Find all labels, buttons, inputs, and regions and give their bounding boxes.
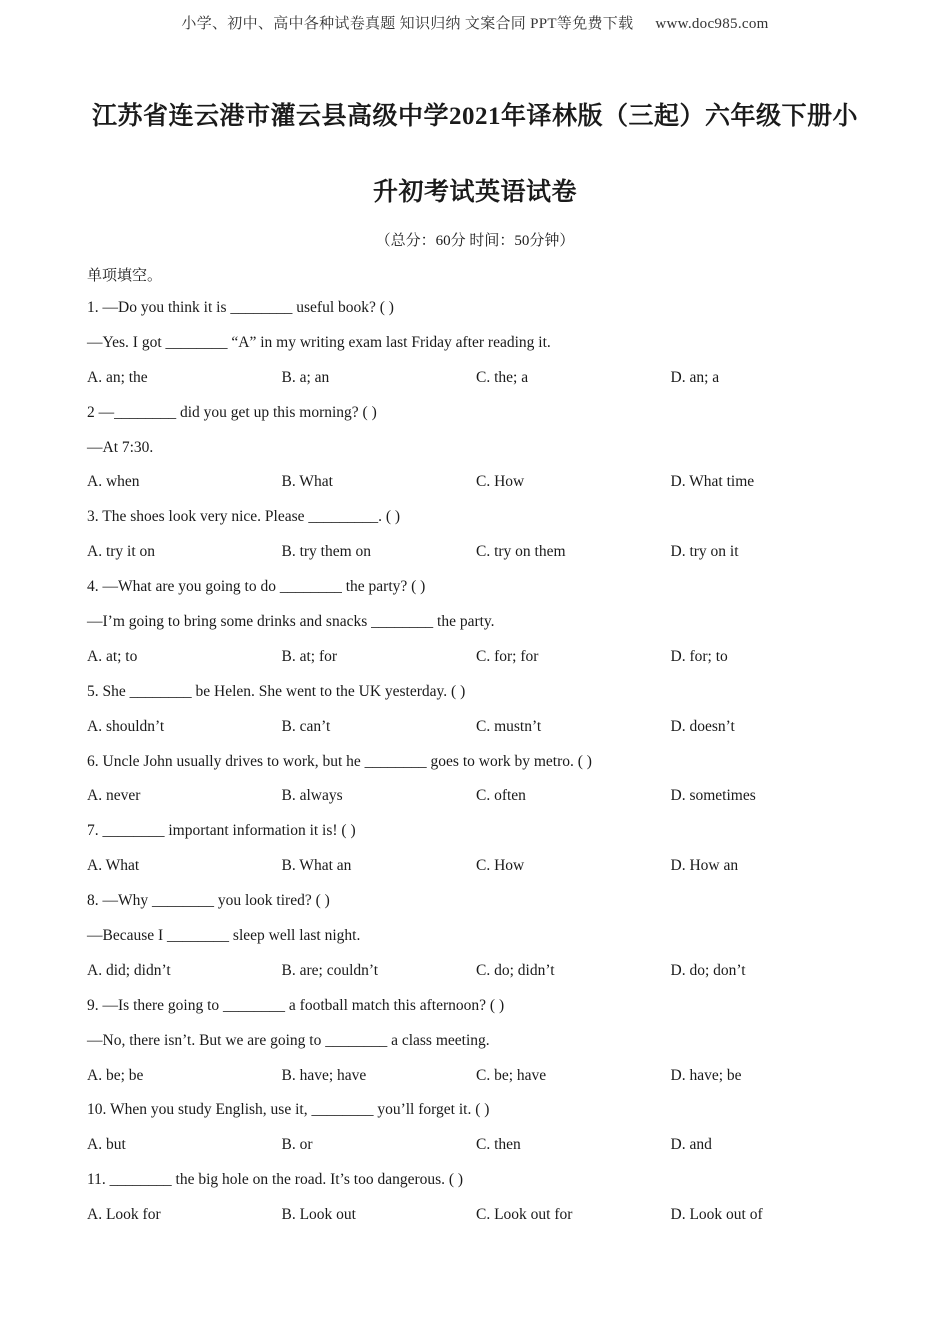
question-item (87, 1163, 887, 1233)
answer-option-b: B. have; have (281, 1066, 367, 1084)
answer-option-d: D. doesn’t (670, 717, 735, 735)
answer-option-a: A. when (87, 473, 140, 491)
question-stem: 6. Uncle John usually drives to work, but he ________ goes to work by metro. ( ) (87, 752, 592, 770)
answer-option-a: A. try it on (87, 543, 156, 561)
question-stem: 1. —Do you think it is ________ useful book? ( ) (87, 299, 394, 316)
question-dialogue-line: —At 7:30. (87, 438, 154, 456)
answer-option-a: A. never (87, 787, 141, 805)
options-row (87, 954, 887, 989)
options-row (87, 1059, 887, 1094)
page-title-line-1: 江苏省连云港市灌云县高级中学2021年译林版（三起）六年级下册小 (91, 103, 858, 130)
options-row (87, 779, 887, 814)
answer-option-b: B. What (281, 473, 333, 491)
question-item (87, 745, 887, 815)
answer-option-d: D. for; to (670, 647, 728, 665)
question-item (87, 570, 887, 675)
answer-option-b: B. try them on (281, 543, 372, 561)
question-stem: 11. ________ the big hole on the road. It’s too dangerous. ( ) (87, 1171, 464, 1189)
answer-option-c: C. often (476, 787, 526, 805)
answer-option-d: D. do; don’t (670, 961, 746, 979)
question-stem: 10. When you study English, use it, ________ you’ll forget it. ( ) (87, 1101, 490, 1119)
page-title-line-2: 升初考试英语试卷 (372, 179, 577, 206)
question-item (87, 989, 887, 1094)
options-row (87, 535, 887, 570)
answer-option-a: A. an; the (87, 368, 148, 386)
answer-option-b: B. or (281, 1136, 313, 1154)
section-heading: 单项填空。 (87, 268, 163, 284)
options-row (87, 1198, 887, 1233)
options-row (87, 361, 887, 396)
question-item (87, 396, 887, 501)
answer-option-b: B. Look out (281, 1206, 356, 1224)
answer-option-b: B. What an (281, 857, 352, 875)
question-item (87, 884, 887, 989)
header-site-link[interactable]: www.doc985.com (655, 16, 769, 32)
answer-option-d: D. try on it (670, 543, 739, 561)
answer-option-b: B. a; an (281, 368, 330, 386)
answer-option-d: D. How an (670, 857, 739, 875)
answer-option-c: C. do; didn’t (476, 961, 555, 979)
question-item (87, 291, 887, 396)
question-item (87, 1093, 887, 1163)
answer-option-c: C. for; for (476, 647, 539, 665)
question-stem: 5. She ________ be Helen. She went to the UK yesterday. ( ) (87, 682, 466, 700)
question-stem: 4. —What are you going to do ________ the party? ( ) (87, 578, 426, 596)
question-stem: 9. —Is there going to ________ a football match this afternoon? ( ) (87, 996, 505, 1014)
answer-option-b: B. always (281, 787, 343, 805)
options-row (87, 1128, 887, 1163)
answer-option-a: A. did; didn’t (87, 961, 171, 979)
question-stem: 2 —________ did you get up this morning? ( ) (87, 403, 377, 421)
answer-option-d: D. What time (670, 473, 755, 491)
answer-option-a: A. be; be (87, 1066, 144, 1084)
answer-option-c: C. Look out for (476, 1206, 573, 1224)
answer-option-c: C. How (476, 857, 525, 875)
header-banner: 小学、初中、高中各种试卷真题 知识归纳 文案合同 PPT等免费下载 (181, 16, 634, 32)
answer-option-b: B. can’t (281, 717, 331, 735)
options-row (87, 710, 887, 745)
answer-option-d: D. sometimes (670, 787, 756, 805)
question-item (87, 500, 887, 570)
page-header (0, 12, 950, 33)
question-list (87, 291, 887, 1233)
question-dialogue-line: —Yes. I got ________ “A” in my writing exam last Friday after reading it. (87, 333, 551, 351)
answer-option-c: C. then (476, 1136, 521, 1154)
answer-option-d: D. an; a (670, 368, 720, 386)
options-row (87, 849, 887, 884)
exam-meta: （总分：60分 时间：50分钟） (375, 233, 575, 249)
question-dialogue-line: —I’m going to bring some drinks and snacks ________ the party. (87, 613, 495, 631)
answer-option-d: D. and (670, 1136, 712, 1154)
answer-option-d: D. Look out of (670, 1206, 763, 1224)
question-stem: 7. ________ important information it is! ( ) (87, 822, 356, 840)
question-item (87, 814, 887, 884)
options-row (87, 640, 887, 675)
question-item (87, 675, 887, 745)
answer-option-c: C. try on them (476, 543, 566, 561)
question-dialogue-line: —No, there isn’t. But we are going to ________ a class meeting. (87, 1031, 490, 1049)
answer-option-a: A. What (87, 857, 140, 875)
answer-option-c: C. mustn’t (476, 717, 542, 735)
answer-option-c: C. be; have (476, 1066, 547, 1084)
options-row (87, 465, 887, 500)
question-dialogue-line: —Because I ________ sleep well last night. (87, 927, 361, 945)
answer-option-a: A. at; to (87, 647, 138, 665)
answer-option-d: D. have; be (670, 1066, 742, 1084)
answer-option-a: A. but (87, 1136, 126, 1154)
answer-option-a: A. Look for (87, 1206, 161, 1224)
answer-option-b: B. at; for (281, 647, 338, 665)
question-stem: 3. The shoes look very nice. Please _________. ( ) (87, 508, 401, 526)
question-stem: 8. —Why ________ you look tired? ( ) (87, 892, 330, 910)
answer-option-a: A. shouldn’t (87, 717, 165, 735)
answer-option-b: B. are; couldn’t (281, 961, 379, 979)
answer-option-c: C. the; a (476, 368, 529, 386)
answer-option-c: C. How (476, 473, 525, 491)
